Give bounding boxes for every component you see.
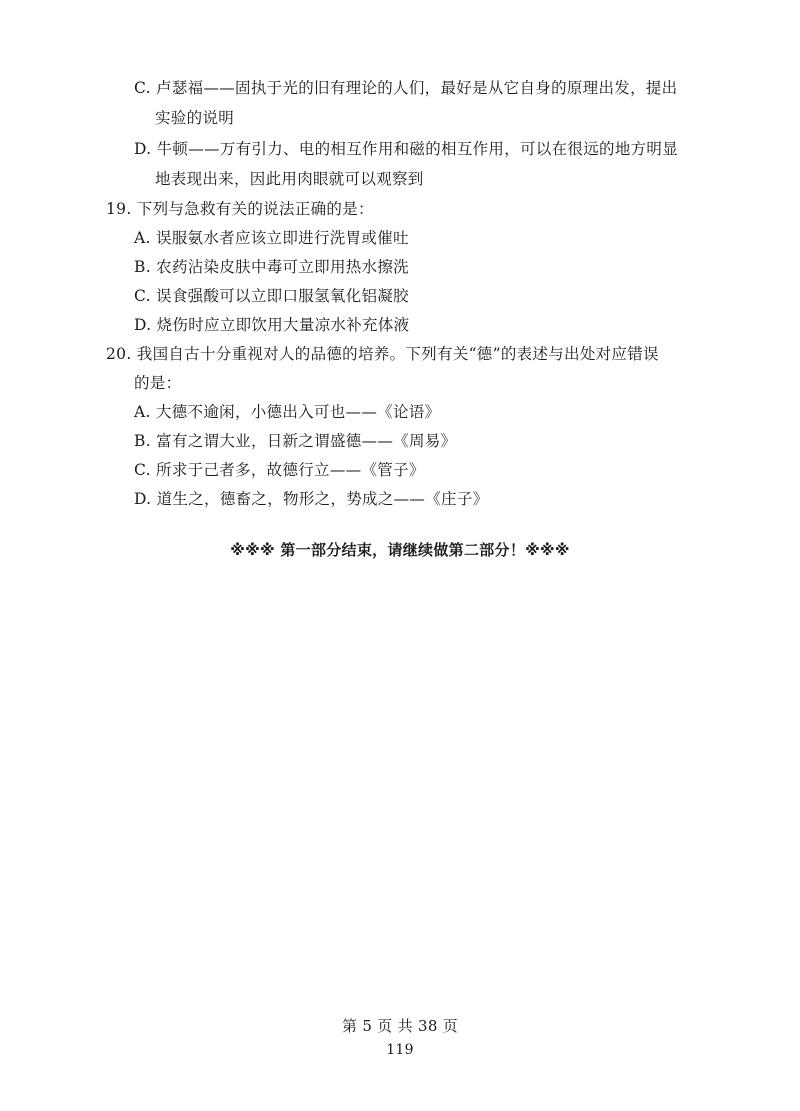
q20-stem-line1: 20. 我国自古十分重视对人的品德的培养。下列有关“德”的表述与出处对应错误 <box>106 345 659 363</box>
q20-option-c: C. 所求于己者多，故德行立——《管子》 <box>134 461 425 479</box>
q19-option-a: A. 误服氨水者应该立即进行洗胃或催吐 <box>134 229 409 247</box>
q19-option-c: C. 误食强酸可以立即口服氢氧化铝凝胶 <box>134 287 409 305</box>
q20-option-a: A. 大德不逾闲，小德出入可也——《论语》 <box>134 403 441 421</box>
q18-option-c-line2: 实验的说明 <box>155 109 235 127</box>
q18-option-d-line1: D. 牛顿——万有引力、电的相互作用和磁的相互作用，可以在很远的地方明显 <box>134 140 679 158</box>
page-label: 第 5 页 共 38 页 <box>341 1017 459 1035</box>
q20-stem-line2: 的是： <box>134 374 182 392</box>
q20-option-d: D. 道生之，德畜之，物形之，势成之——《庄子》 <box>134 490 489 508</box>
q19-option-d: D. 烧伤时应立即饮用大量凉水补充体液 <box>134 316 410 334</box>
q20-option-b: B. 富有之谓大业，日新之谓盛德——《周易》 <box>134 432 457 450</box>
section-end-notice: ※※※ 第一部分结束，请继续做第二部分！※※※ <box>230 541 570 559</box>
q18-option-c-line1: C. 卢瑟福——固执于光的旧有理论的人们，最好是从它自身的原理出发，提出 <box>134 79 678 97</box>
q18-option-d-line2: 地表现出来，因此用肉眼就可以观察到 <box>155 170 424 188</box>
page-number: 119 <box>386 1042 414 1058</box>
q19-option-b: B. 农药沾染皮肤中毒可立即用热水擦洗 <box>134 258 409 276</box>
q19-stem: 19. 下列与急救有关的说法正确的是： <box>106 200 374 218</box>
